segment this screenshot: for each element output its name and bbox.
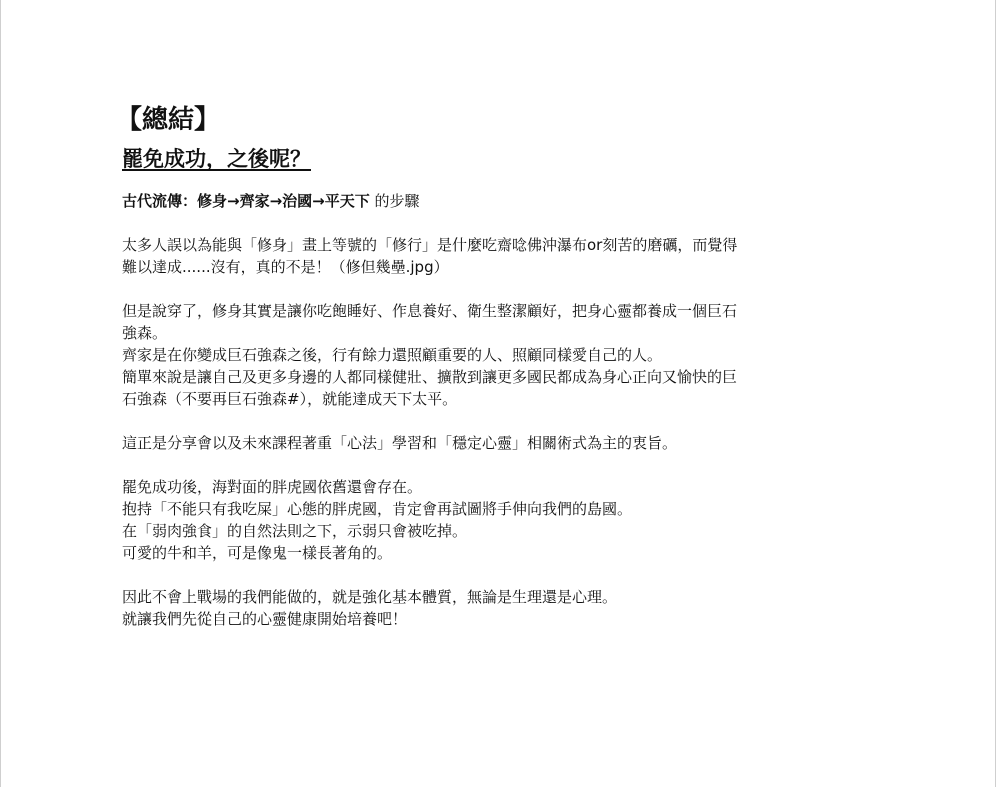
- paragraph-line: 石強森（不要再巨石強森#），就能達成天下太平。: [122, 390, 458, 408]
- paragraph-line: 太多人誤以為能與「修身」畫上等號的「修行」是什麼吃齋唸佛沖瀑布or刻苦的磨礪，而覺得: [122, 236, 738, 254]
- section-subheading: 罷免成功，之後呢？: [122, 147, 311, 171]
- section-heading: 【總結】: [116, 105, 221, 135]
- paragraph: [122, 432, 882, 454]
- paragraph-line: 簡單來說是讓自己及更多身邊的人都同樣健壯、擴散到讓更多國民都成為身心正向又愉快的巨: [122, 368, 738, 386]
- intro-line: [122, 190, 882, 212]
- paragraph-line: 抱持「不能只有我吃屎」心態的胖虎國，肯定會再試圖將手伸向我們的島國。: [122, 500, 633, 518]
- paragraph: [122, 300, 882, 410]
- document-content: [116, 100, 882, 630]
- paragraph-line: 這正是分享會以及未來課程著重「心法」學習和「穩定心靈」相關術式為主的衷旨。: [122, 434, 678, 452]
- paragraph: [122, 234, 882, 278]
- paragraph-line: 齊家是在你變成巨石強森之後，行有餘力還照顧重要的人、照顧同樣愛自己的人。: [122, 346, 663, 364]
- paragraph-line: 在「弱肉強食」的自然法則之下，示弱只會被吃掉。: [122, 522, 468, 540]
- intro-suffix: 的步驟: [369, 192, 420, 210]
- paragraph-line: 就讓我們先從自己的心靈健康開始培養吧！: [122, 610, 408, 628]
- paragraph-line: 強森。: [122, 324, 168, 342]
- paragraph-line: 因此不會上戰場的我們能做的，就是強化基本體質，無論是生理還是心理。: [122, 588, 618, 606]
- paragraph-line: 但是說穿了，修身其實是讓你吃飽睡好、作息養好、衛生整潔顧好，把身心靈都養成一個巨石: [122, 302, 738, 320]
- intro-steps: 古代流傳：修身→齊家→治國→平天下: [122, 192, 370, 210]
- paragraph: [122, 476, 882, 564]
- paragraph-line: 難以達成......沒有，真的不是！（修但幾壘.jpg）: [122, 258, 449, 276]
- paragraph-line: 可愛的牛和羊，可是像鬼一樣長著角的。: [122, 544, 393, 562]
- paragraph-line: 罷免成功後，海對面的胖虎國依舊還會存在。: [122, 478, 423, 496]
- paragraph: [122, 586, 882, 630]
